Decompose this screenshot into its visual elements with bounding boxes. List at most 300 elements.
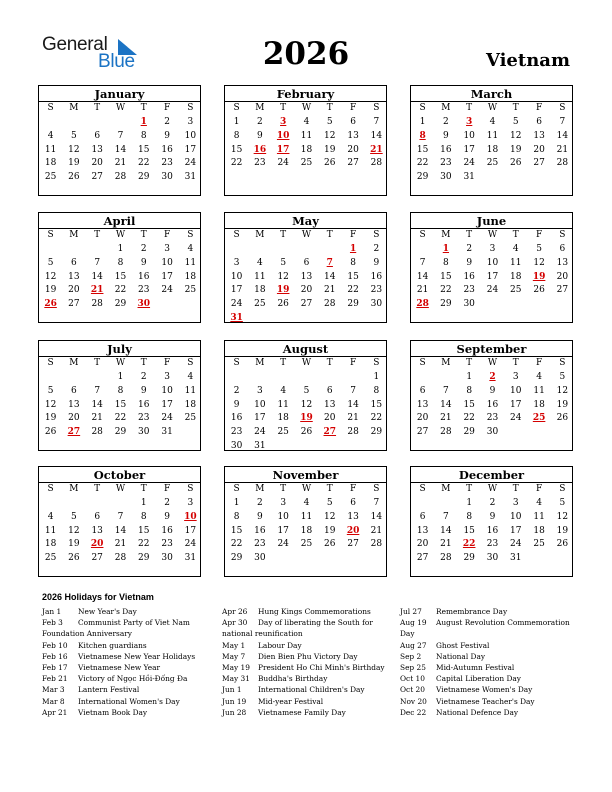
holiday-name: National Day [436,651,486,661]
day-cell: 19 [44,413,57,424]
holiday-day-cell: 17 [276,144,290,155]
day-cell: 6 [536,117,542,127]
weekday-header: S [559,358,566,368]
holiday-entry [222,617,400,639]
day-cell: 20 [416,413,429,424]
day-cell: 12 [324,130,336,141]
day-cell: 16 [161,144,173,155]
month-title: October [93,468,146,482]
weekday-header: T [466,103,473,113]
day-cell: 21 [91,413,103,424]
day-cell: 15 [230,525,243,536]
day-cell: 30 [486,553,499,564]
day-cell: 11 [277,399,289,410]
day-cell: 25 [184,413,197,424]
day-cell: 1 [233,117,240,127]
holiday-name: Buddha's Birthday [258,674,328,684]
day-cell: 30 [138,427,150,438]
day-cell: 13 [347,130,359,141]
day-cell: 20 [533,144,545,155]
day-cell: 3 [164,244,170,254]
day-cell: 20 [91,158,103,169]
day-cell: 14 [370,130,383,141]
holiday-entry [400,696,578,707]
day-cell: 9 [489,511,496,522]
weekday-header: S [233,484,240,494]
weekday-header: F [535,484,543,494]
day-cell: 21 [114,539,127,550]
holiday-date: Apr 21 [42,707,68,717]
weekday-header: F [349,103,357,113]
weekday-header: T [94,358,101,368]
day-cell: 31 [463,172,475,183]
month-title: January [94,87,145,101]
day-cell: 24 [277,539,289,550]
holiday-date: Oct 10 [400,674,425,684]
holiday-name: Kitchen guardians [78,640,147,650]
day-cell: 17 [184,144,197,155]
holiday-date: Feb 10 [42,640,68,650]
day-cell: 8 [140,511,147,522]
weekday-header: T [512,358,519,368]
day-cell: 8 [373,385,380,396]
day-cell: 6 [303,257,310,268]
day-cell: 22 [138,158,150,169]
day-cell: 3 [512,498,519,508]
holiday-name: National Defence Day [436,707,519,717]
day-cell: 2 [257,498,263,508]
day-cell: 4 [512,244,519,254]
holiday-date: Feb 3 [42,618,63,628]
holiday-name: Labour Day [258,640,302,650]
day-cell: 21 [556,144,569,155]
day-cell: 15 [370,399,383,410]
holiday-name: Vietnamese Teacher's Day [436,696,535,706]
day-cell: 13 [416,525,429,536]
day-cell: 6 [559,244,566,254]
holiday-date: Mar 3 [42,685,65,695]
day-cell: 13 [68,399,80,410]
holiday-name: Hung Kings Commemorations [258,607,371,616]
day-cell: 29 [440,299,452,310]
day-cell: 23 [486,539,499,550]
day-cell: 22 [114,285,127,296]
weekday-header: M [441,358,451,368]
holiday-entry [222,640,400,651]
weekday-header: F [535,230,543,240]
day-cell: 10 [184,130,197,141]
holiday-entry [42,662,220,673]
day-cell: 8 [140,130,147,141]
holiday-date: Dec 22 [400,707,427,717]
weekday-header: S [373,484,380,494]
day-cell: 9 [466,257,473,268]
day-cell: 10 [463,130,475,141]
day-cell: 3 [280,498,287,508]
holiday-entry [42,696,220,707]
holiday-name: Lantern Festival [78,685,140,695]
day-cell: 4 [257,257,263,268]
day-cell: 29 [114,427,127,438]
day-cell: 24 [161,413,173,424]
holiday-entry [222,651,400,662]
day-cell: 29 [416,172,429,183]
day-cell: 30 [254,553,266,564]
day-cell: 17 [277,525,289,536]
weekday-header: T [326,103,333,113]
month-february [224,85,387,196]
day-cell: 21 [324,285,336,296]
weekday-header: T [512,230,519,240]
weekday-header: W [301,484,312,494]
day-cell: 31 [161,427,173,438]
day-cell: 13 [300,271,313,282]
day-cell: 15 [114,271,127,282]
holiday-name: Remembrance Day [436,607,508,616]
day-cell: 1 [373,372,380,382]
weekday-header: T [512,484,519,494]
weekday-header: W [115,103,126,113]
day-cell: 9 [443,130,449,141]
holiday-date: Sep 25 [400,663,426,673]
day-cell: 14 [347,399,359,410]
day-cell: 24 [254,427,266,438]
day-cell: 10 [486,257,499,268]
weekday-header: T [94,484,101,494]
day-cell: 31 [510,553,522,564]
holiday-date: Apr 30 [222,618,248,628]
weekday-header: M [69,484,79,494]
weekday-header: T [140,103,147,113]
holiday-date: Feb 17 [42,663,68,673]
holiday-entry [222,662,400,673]
day-cell: 23 [161,539,173,550]
day-cell: 14 [114,525,127,536]
day-cell: 24 [463,158,475,169]
day-cell: 14 [114,144,127,155]
weekday-header: T [466,230,473,240]
day-cell: 13 [68,271,80,282]
day-cell: 21 [347,413,359,424]
day-cell: 28 [91,427,103,438]
holiday-day-cell: 3 [466,117,473,127]
holiday-name: Mid-year Festival [258,696,324,706]
day-cell: 27 [68,299,80,310]
day-cell: 6 [94,130,101,141]
holiday-entry [42,640,220,651]
holiday-entry [42,707,220,718]
weekday-header: T [326,230,333,240]
day-cell: 15 [440,271,452,282]
day-cell: 22 [230,158,243,169]
weekday-header: S [419,484,426,494]
day-cell: 3 [257,385,263,396]
day-cell: 21 [440,539,452,550]
day-cell: 23 [161,158,173,169]
holiday-date: May 19 [222,663,250,673]
day-cell: 8 [117,257,124,268]
day-cell: 28 [324,299,336,310]
holiday-column [42,606,220,718]
holiday-entry [42,684,220,695]
weekday-header: S [419,103,426,113]
day-cell: 24 [510,413,522,424]
day-cell: 15 [347,271,359,282]
day-cell: 9 [233,399,240,410]
weekday-header: S [47,358,54,368]
day-cell: 11 [510,257,522,268]
day-cell: 6 [419,385,426,396]
weekday-header: T [512,103,519,113]
day-cell: 5 [280,257,287,268]
day-cell: 22 [370,413,383,424]
day-cell: 14 [440,525,452,536]
day-cell: 26 [68,172,80,183]
day-cell: 14 [324,271,336,282]
day-cell: 5 [47,385,54,396]
day-cell: 21 [416,285,429,296]
weekday-header: M [255,103,265,113]
day-cell: 1 [140,498,147,508]
day-cell: 23 [230,427,243,438]
day-cell: 5 [326,498,333,508]
holiday-column [222,606,400,718]
day-cell: 26 [324,539,336,550]
day-cell: 19 [556,525,569,536]
holiday-date: Jun 1 [222,685,242,695]
day-cell: 14 [370,511,383,522]
holiday-day-cell: 25 [532,413,546,424]
day-cell: 15 [138,144,150,155]
weekday-header: S [373,230,380,240]
holiday-day-cell: 19 [276,285,290,296]
day-cell: 24 [161,285,173,296]
weekday-header: S [47,484,54,494]
weekday-header: T [280,358,287,368]
day-cell: 17 [184,525,197,536]
weekday-header: W [487,484,498,494]
holiday-name: Vietnamese New Year Holidays [78,651,196,661]
weekday-header: M [441,103,451,113]
day-cell: 18 [300,525,313,536]
day-cell: 1 [233,498,240,508]
day-cell: 30 [161,553,173,564]
day-cell: 11 [184,385,197,396]
day-cell: 27 [416,553,429,564]
day-cell: 25 [300,539,313,550]
day-cell: 16 [161,525,173,536]
day-cell: 5 [536,244,542,254]
holiday-day-cell: 20 [90,539,104,550]
day-cell: 16 [138,271,150,282]
day-cell: 16 [370,271,383,282]
weekday-header: T [326,358,333,368]
day-cell: 5 [71,130,77,141]
day-cell: 30 [230,441,243,451]
day-cell: 1 [466,372,473,382]
day-cell: 4 [280,385,287,396]
holiday-entry [222,696,400,707]
day-cell: 10 [230,271,243,282]
month-november [224,466,387,577]
day-cell: 16 [486,525,499,536]
day-cell: 11 [184,257,197,268]
holiday-entry [42,673,220,684]
day-cell: 15 [416,144,429,155]
day-cell: 12 [533,257,545,268]
month-title: February [276,87,335,101]
holiday-name: Mid-Autumn Festival [436,663,515,673]
day-cell: 25 [533,539,545,550]
day-cell: 2 [233,385,240,396]
holiday-day-cell: 1 [140,117,147,127]
holiday-entry [400,684,578,695]
day-cell: 7 [117,130,124,141]
day-cell: 9 [489,385,496,396]
day-cell: 22 [114,413,127,424]
calendar-country: Vietnam [485,50,570,71]
day-cell: 4 [47,130,54,141]
day-cell: 16 [138,399,150,410]
day-cell: 27 [533,158,545,169]
day-cell: 17 [510,399,522,410]
day-cell: 13 [556,257,569,268]
brand-word-blue: Blue [98,51,135,72]
day-cell: 5 [47,257,54,268]
day-cell: 23 [138,285,150,296]
holiday-day-cell: 26 [44,299,57,310]
holiday-day-cell: 21 [90,285,104,296]
day-cell: 14 [556,130,569,141]
weekday-header: S [47,230,54,240]
day-cell: 11 [486,130,499,141]
day-cell: 2 [257,117,263,127]
day-cell: 14 [91,271,103,282]
month-title: December [458,468,525,482]
day-cell: 12 [556,511,569,522]
day-cell: 14 [91,399,103,410]
day-cell: 2 [373,244,380,254]
weekday-header: S [559,230,566,240]
day-cell: 23 [463,285,475,296]
month-title: May [292,214,319,228]
holiday-date: Mar 8 [42,696,65,706]
day-cell: 5 [512,117,519,127]
holiday-day-cell: 16 [253,144,267,155]
day-cell: 20 [68,285,80,296]
day-cell: 25 [44,553,57,564]
day-cell: 21 [114,158,127,169]
day-cell: 14 [416,271,429,282]
holiday-name: Vietnamese Family Day [258,707,346,717]
day-cell: 29 [347,299,359,310]
weekday-header: W [487,358,498,368]
day-cell: 13 [347,511,359,522]
weekday-header: W [115,230,126,240]
day-cell: 8 [350,257,356,268]
day-cell: 18 [510,271,522,282]
holiday-date: Oct 20 [400,685,425,695]
holiday-day-cell: 31 [230,313,243,323]
month-july [38,340,201,451]
day-cell: 22 [230,539,243,550]
day-cell: 27 [416,427,429,438]
day-cell: 3 [187,498,194,508]
day-cell: 4 [187,372,194,382]
weekday-header: S [187,358,194,368]
holiday-entry [42,606,220,617]
day-cell: 18 [184,271,197,282]
holiday-date: Jun 19 [222,696,247,706]
day-cell: 20 [68,413,80,424]
holiday-name: Vietnamese Women's Day [436,685,533,695]
day-cell: 30 [161,172,173,183]
weekday-header: S [47,103,54,113]
month-december [410,466,573,577]
day-cell: 5 [326,117,333,127]
day-cell: 20 [556,271,569,282]
weekday-header: T [140,230,147,240]
month-august [224,340,387,451]
day-cell: 23 [486,413,499,424]
day-cell: 20 [347,144,359,155]
weekday-header: W [487,230,498,240]
day-cell: 26 [324,158,336,169]
holiday-entry [400,606,578,617]
day-cell: 28 [556,158,569,169]
holiday-entry [222,673,400,684]
day-cell: 6 [94,511,101,522]
day-cell: 17 [486,271,499,282]
day-cell: 26 [68,553,80,564]
day-cell: 19 [68,539,80,550]
day-cell: 22 [463,413,475,424]
holiday-name: Dien Bien Phu Victory Day [258,651,358,661]
day-cell: 30 [440,172,452,183]
day-cell: 6 [350,117,356,127]
day-cell: 7 [559,117,566,127]
day-cell: 10 [161,257,173,268]
day-cell: 11 [44,144,57,155]
day-cell: 25 [486,158,499,169]
day-cell: 24 [184,539,197,550]
day-cell: 18 [44,539,57,550]
day-cell: 23 [138,413,150,424]
day-cell: 11 [254,271,266,282]
day-cell: 27 [347,158,359,169]
day-cell: 12 [277,271,289,282]
day-cell: 3 [512,372,519,382]
day-cell: 29 [463,553,475,564]
day-cell: 28 [440,427,452,438]
day-cell: 22 [138,539,150,550]
day-cell: 18 [486,144,499,155]
day-cell: 10 [510,385,522,396]
day-cell: 7 [373,117,380,127]
day-cell: 28 [91,299,103,310]
holiday-date: Jan 1 [42,607,62,616]
day-cell: 28 [370,539,383,550]
holiday-name: New Year's Day [78,607,137,616]
day-cell: 24 [277,158,289,169]
day-cell: 17 [254,413,266,424]
weekday-header: W [487,103,498,113]
brand-word-general: General [42,34,108,55]
month-title: March [470,87,513,101]
weekday-header: W [301,358,312,368]
day-cell: 18 [300,144,313,155]
day-cell: 29 [138,172,150,183]
